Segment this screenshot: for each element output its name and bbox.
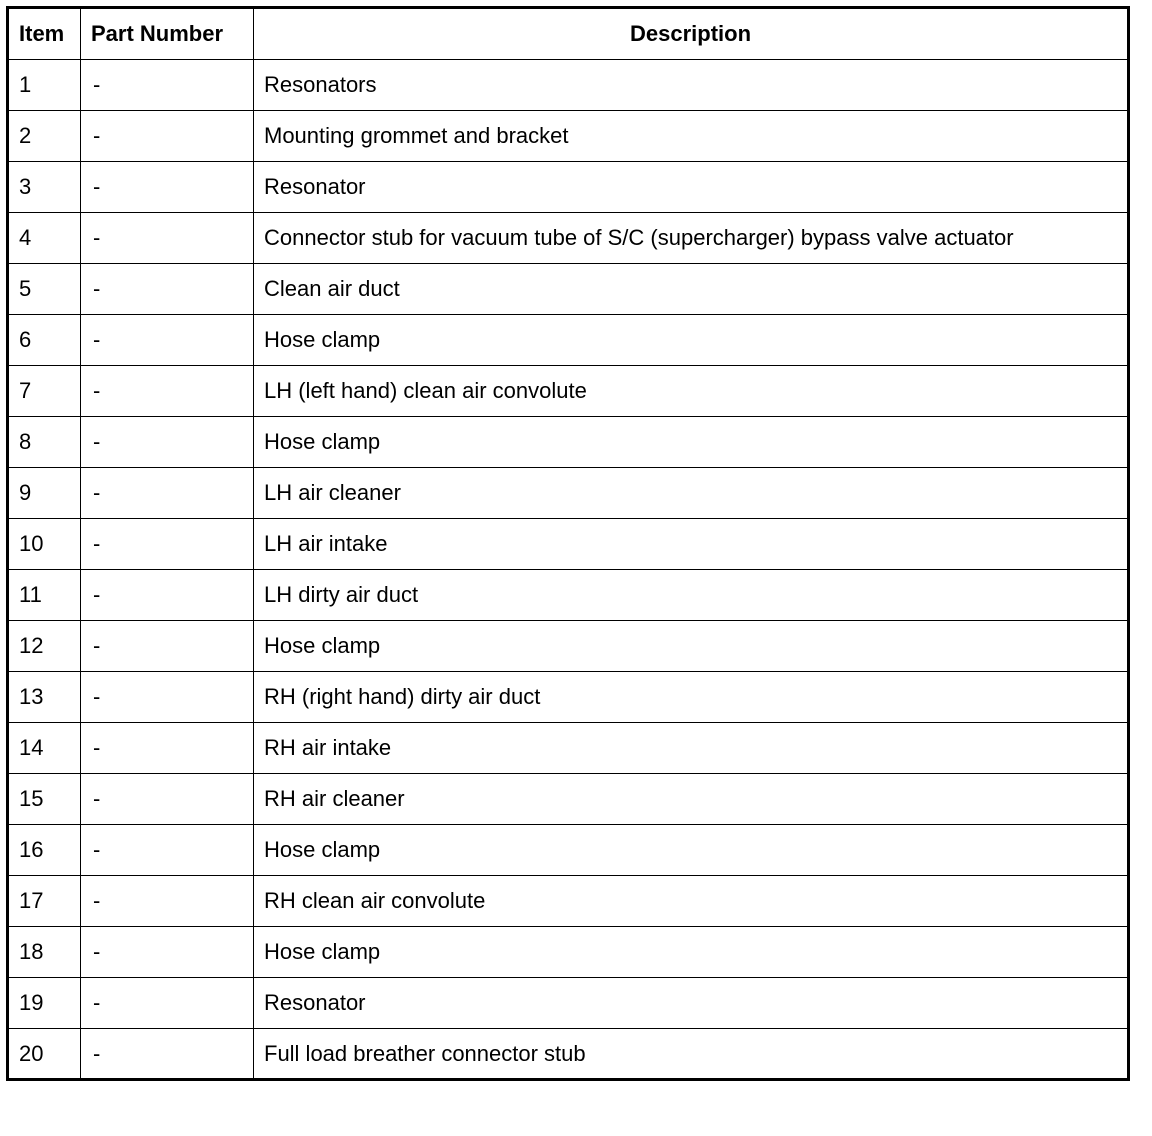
- table-row: [8, 774, 1129, 825]
- table-row: [8, 876, 1129, 927]
- description-cell: Hose clamp: [254, 621, 1129, 672]
- item-cell: 5: [8, 264, 81, 315]
- description-cell: RH air cleaner: [254, 774, 1129, 825]
- table-row: [8, 570, 1129, 621]
- item-cell: 19: [8, 978, 81, 1029]
- part-number-cell: -: [81, 111, 254, 162]
- part-number-cell: -: [81, 927, 254, 978]
- table-row: [8, 111, 1129, 162]
- table-row: [8, 315, 1129, 366]
- item-cell: 20: [8, 1029, 81, 1080]
- table-row: [8, 927, 1129, 978]
- table-row: [8, 723, 1129, 774]
- description-cell: Hose clamp: [254, 315, 1129, 366]
- description-cell: Hose clamp: [254, 825, 1129, 876]
- table-row: [8, 162, 1129, 213]
- description-cell: Mounting grommet and bracket: [254, 111, 1129, 162]
- part-number-cell: -: [81, 876, 254, 927]
- item-cell: 6: [8, 315, 81, 366]
- part-number-cell: -: [81, 60, 254, 111]
- part-number-cell: -: [81, 162, 254, 213]
- part-number-cell: -: [81, 723, 254, 774]
- table-row: [8, 264, 1129, 315]
- part-number-cell: -: [81, 672, 254, 723]
- parts-table: [6, 6, 1130, 1081]
- item-cell: 11: [8, 570, 81, 621]
- table-row: [8, 621, 1129, 672]
- item-cell: 13: [8, 672, 81, 723]
- part-number-cell: -: [81, 978, 254, 1029]
- description-cell: Resonators: [254, 60, 1129, 111]
- item-cell: 4: [8, 213, 81, 264]
- part-number-cell: -: [81, 366, 254, 417]
- description-cell: Hose clamp: [254, 417, 1129, 468]
- table-row: [8, 672, 1129, 723]
- description-cell: Full load breather connector stub: [254, 1029, 1129, 1080]
- part-number-cell: -: [81, 264, 254, 315]
- part-number-cell: -: [81, 774, 254, 825]
- table-row: [8, 60, 1129, 111]
- part-number-cell: -: [81, 417, 254, 468]
- item-cell: 1: [8, 60, 81, 111]
- item-cell: 12: [8, 621, 81, 672]
- part-number-cell: -: [81, 570, 254, 621]
- table-row: [8, 366, 1129, 417]
- description-cell: Clean air duct: [254, 264, 1129, 315]
- description-cell: RH air intake: [254, 723, 1129, 774]
- part-number-cell: -: [81, 468, 254, 519]
- column-header-part-number: Part Number: [81, 8, 254, 60]
- part-number-cell: -: [81, 315, 254, 366]
- item-cell: 7: [8, 366, 81, 417]
- table-row: [8, 1029, 1129, 1080]
- description-cell: Resonator: [254, 162, 1129, 213]
- column-header-item: Item: [8, 8, 81, 60]
- item-cell: 16: [8, 825, 81, 876]
- description-cell: LH air intake: [254, 519, 1129, 570]
- part-number-cell: -: [81, 519, 254, 570]
- description-cell: Resonator: [254, 978, 1129, 1029]
- item-cell: 10: [8, 519, 81, 570]
- description-cell: RH (right hand) dirty air duct: [254, 672, 1129, 723]
- item-cell: 3: [8, 162, 81, 213]
- description-cell: RH clean air convolute: [254, 876, 1129, 927]
- part-number-cell: -: [81, 213, 254, 264]
- item-cell: 8: [8, 417, 81, 468]
- description-cell: Connector stub for vacuum tube of S/C (supercharger) bypass valve actuator: [254, 213, 1129, 264]
- table-row: [8, 519, 1129, 570]
- description-cell: LH dirty air duct: [254, 570, 1129, 621]
- item-cell: 14: [8, 723, 81, 774]
- table-row: [8, 978, 1129, 1029]
- description-cell: Hose clamp: [254, 927, 1129, 978]
- part-number-cell: -: [81, 825, 254, 876]
- column-header-description: Description: [254, 8, 1129, 60]
- part-number-cell: -: [81, 1029, 254, 1080]
- table-row: [8, 825, 1129, 876]
- table-row: [8, 468, 1129, 519]
- part-number-cell: -: [81, 621, 254, 672]
- table-row: [8, 213, 1129, 264]
- item-cell: 2: [8, 111, 81, 162]
- item-cell: 9: [8, 468, 81, 519]
- item-cell: 15: [8, 774, 81, 825]
- description-cell: LH (left hand) clean air convolute: [254, 366, 1129, 417]
- table-row: [8, 417, 1129, 468]
- item-cell: 18: [8, 927, 81, 978]
- description-cell: LH air cleaner: [254, 468, 1129, 519]
- table-header-row: [8, 8, 1129, 60]
- item-cell: 17: [8, 876, 81, 927]
